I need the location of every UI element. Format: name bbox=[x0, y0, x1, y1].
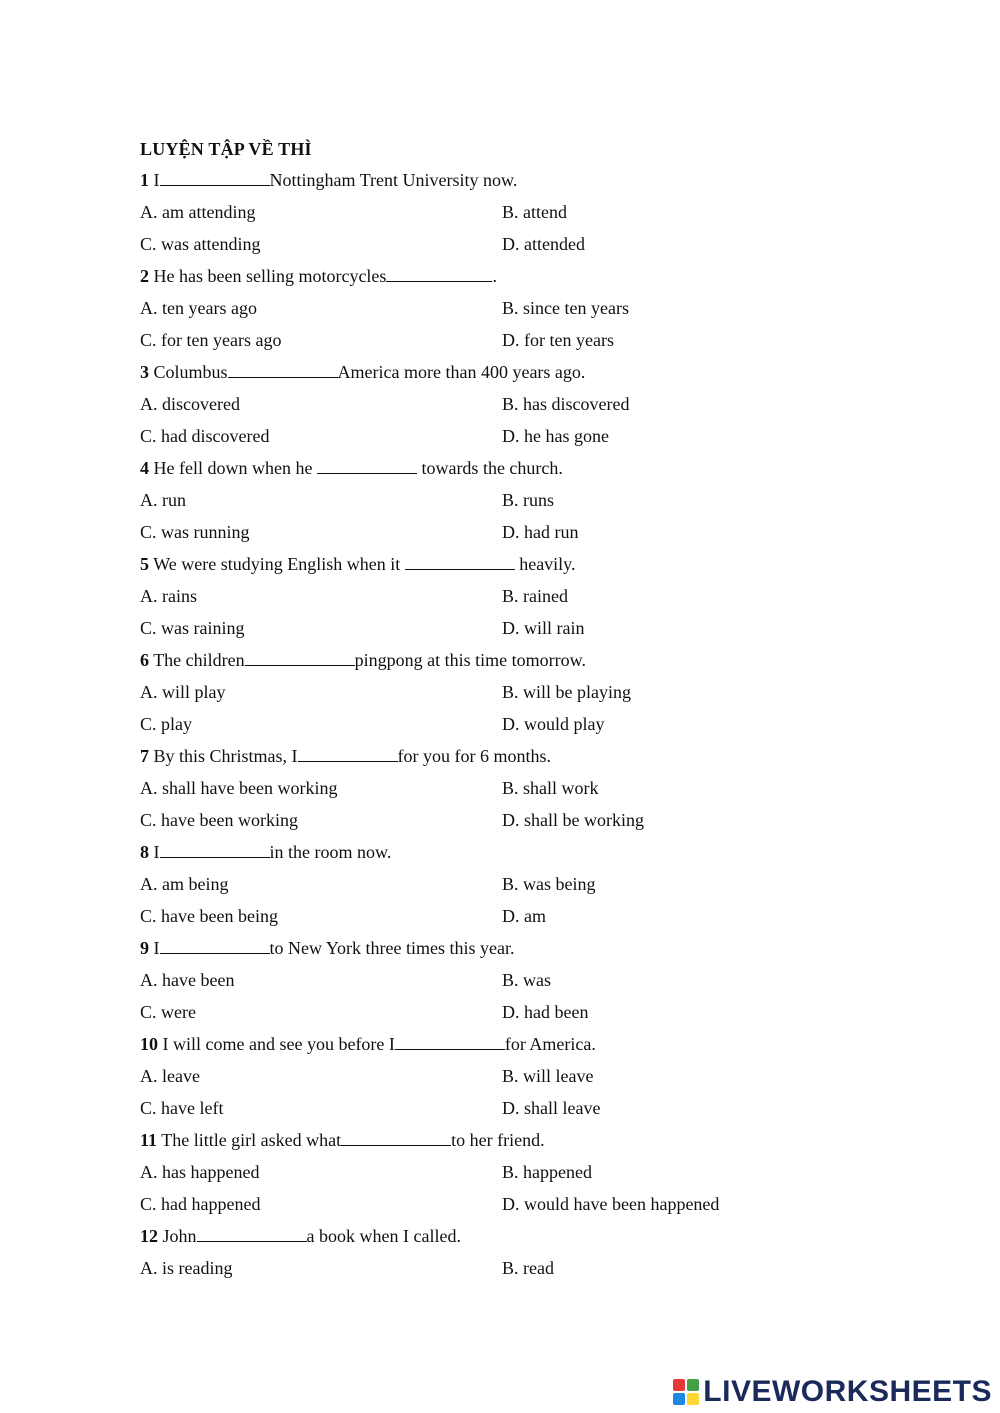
option-b[interactable]: B. was bbox=[502, 970, 551, 990]
answer-blank[interactable] bbox=[298, 741, 398, 762]
option-d[interactable]: D. he has gone bbox=[502, 426, 609, 446]
option-b[interactable]: B. shall work bbox=[502, 778, 599, 798]
worksheet bbox=[140, 134, 900, 1284]
logo-text: LIVEWORKSHEETS bbox=[703, 1375, 992, 1408]
answer-blank[interactable] bbox=[341, 1125, 451, 1146]
answer-blank[interactable] bbox=[317, 453, 417, 474]
option-c[interactable]: C. play bbox=[140, 714, 192, 734]
option-a[interactable]: A. run bbox=[140, 490, 186, 510]
answer-options bbox=[140, 388, 900, 452]
question-4 bbox=[140, 452, 900, 548]
option-b[interactable]: B. happened bbox=[502, 1162, 592, 1182]
answer-options bbox=[140, 772, 900, 836]
answer-options bbox=[140, 292, 900, 356]
question-12 bbox=[140, 1220, 900, 1284]
question-number: 5 bbox=[140, 554, 149, 574]
worksheet-title: LUYỆN TẬP VỀ THÌ bbox=[140, 139, 312, 159]
question-text-before: We were studying English when it bbox=[153, 554, 405, 574]
question-text-after: . bbox=[492, 266, 497, 286]
answer-options bbox=[140, 676, 900, 740]
option-a[interactable]: A. am attending bbox=[140, 202, 256, 222]
option-d[interactable]: D. shall leave bbox=[502, 1098, 601, 1118]
question-stem bbox=[140, 548, 900, 580]
question-text-before: Columbus bbox=[153, 362, 228, 382]
answer-options bbox=[140, 1060, 900, 1124]
question-text-after: Nottingham Trent University now. bbox=[269, 170, 518, 190]
question-text-after: towards the church. bbox=[416, 458, 563, 478]
question-9 bbox=[140, 932, 900, 1028]
question-text-before: The little girl asked what bbox=[161, 1130, 342, 1150]
question-stem bbox=[140, 836, 900, 868]
question-number: 8 bbox=[140, 842, 149, 862]
question-text-after: for America. bbox=[504, 1034, 596, 1054]
option-d[interactable]: D. would have been happened bbox=[502, 1194, 720, 1214]
question-5 bbox=[140, 548, 900, 644]
option-d[interactable]: D. am bbox=[502, 906, 546, 926]
question-text-before: The children bbox=[153, 650, 245, 670]
option-a[interactable]: A. will play bbox=[140, 682, 226, 702]
answer-blank[interactable] bbox=[386, 261, 492, 282]
answer-options bbox=[140, 1156, 900, 1220]
option-c[interactable]: C. had discovered bbox=[140, 426, 270, 446]
option-b[interactable]: B. has discovered bbox=[502, 394, 630, 414]
question-7 bbox=[140, 740, 900, 836]
question-6 bbox=[140, 644, 900, 740]
question-stem bbox=[140, 452, 900, 484]
question-list bbox=[140, 164, 900, 1284]
question-text-before: John bbox=[162, 1226, 197, 1246]
option-a[interactable]: A. have been bbox=[140, 970, 235, 990]
answer-blank[interactable] bbox=[405, 549, 515, 570]
answer-blank[interactable] bbox=[160, 933, 270, 954]
option-d[interactable]: D. attended bbox=[502, 234, 585, 254]
question-text-before: I bbox=[153, 938, 160, 958]
option-b[interactable]: B. was being bbox=[502, 874, 596, 894]
question-number: 9 bbox=[140, 938, 149, 958]
answer-blank[interactable] bbox=[160, 165, 270, 186]
option-c[interactable]: C. have been being bbox=[140, 906, 278, 926]
option-a[interactable]: A. ten years ago bbox=[140, 298, 257, 318]
option-b[interactable]: B. since ten years bbox=[502, 298, 629, 318]
option-a[interactable]: A. has happened bbox=[140, 1162, 260, 1182]
question-2 bbox=[140, 260, 900, 356]
question-number: 1 bbox=[140, 170, 149, 190]
option-d[interactable]: D. would play bbox=[502, 714, 605, 734]
answer-options bbox=[140, 484, 900, 548]
option-b[interactable]: B. attend bbox=[502, 202, 567, 222]
liveworksheets-logo bbox=[673, 1375, 992, 1409]
question-number: 6 bbox=[140, 650, 149, 670]
question-1 bbox=[140, 164, 900, 260]
question-text-before: He fell down when he bbox=[153, 458, 317, 478]
option-b[interactable]: B. runs bbox=[502, 490, 555, 510]
answer-blank[interactable] bbox=[395, 1029, 505, 1050]
question-number: 7 bbox=[140, 746, 149, 766]
question-text-before: I bbox=[153, 170, 160, 190]
option-d[interactable]: D. will rain bbox=[502, 618, 585, 638]
answer-options bbox=[140, 964, 900, 1028]
option-a[interactable]: A. shall have been working bbox=[140, 778, 338, 798]
question-text-after: America more than 400 years ago. bbox=[337, 362, 586, 382]
option-a[interactable]: A. rains bbox=[140, 586, 197, 606]
question-stem bbox=[140, 1028, 900, 1060]
question-number: 10 bbox=[140, 1034, 158, 1054]
question-stem bbox=[140, 1220, 900, 1252]
question-number: 2 bbox=[140, 266, 149, 286]
question-text-before: By this Christmas, I bbox=[153, 746, 298, 766]
question-10 bbox=[140, 1028, 900, 1124]
question-number: 4 bbox=[140, 458, 149, 478]
answer-blank[interactable] bbox=[245, 645, 355, 666]
question-number: 11 bbox=[140, 1130, 158, 1150]
answer-options bbox=[140, 580, 900, 644]
question-text-after: for you for 6 months. bbox=[397, 746, 551, 766]
question-text-after: a book when I called. bbox=[306, 1226, 461, 1246]
option-a[interactable]: A. leave bbox=[140, 1066, 200, 1086]
option-d[interactable]: D. had been bbox=[502, 1002, 589, 1022]
question-stem bbox=[140, 932, 900, 964]
question-text-after: heavily. bbox=[514, 554, 576, 574]
question-3 bbox=[140, 356, 900, 452]
option-d[interactable]: D. shall be working bbox=[502, 810, 644, 830]
option-d[interactable]: D. had run bbox=[502, 522, 579, 542]
question-text-before: I bbox=[153, 842, 160, 862]
answer-blank[interactable] bbox=[197, 1221, 307, 1242]
question-stem bbox=[140, 260, 900, 292]
option-c[interactable]: C. was running bbox=[140, 522, 250, 542]
question-text-after: to her friend. bbox=[451, 1130, 545, 1150]
option-b[interactable]: B. will leave bbox=[502, 1066, 594, 1086]
option-c[interactable]: C. was attending bbox=[140, 234, 261, 254]
question-text-before: He has been selling motorcycles bbox=[153, 266, 387, 286]
option-b[interactable]: B. read bbox=[502, 1258, 554, 1278]
option-c[interactable]: C. for ten years ago bbox=[140, 330, 282, 350]
answer-blank[interactable] bbox=[160, 837, 270, 858]
question-stem bbox=[140, 1124, 900, 1156]
answer-options bbox=[140, 1252, 900, 1284]
question-stem bbox=[140, 740, 900, 772]
question-stem bbox=[140, 164, 900, 196]
question-text-before: I will come and see you before I bbox=[162, 1034, 395, 1054]
option-c[interactable]: C. was raining bbox=[140, 618, 245, 638]
logo-mark-icon bbox=[673, 1379, 699, 1405]
answer-options bbox=[140, 196, 900, 260]
question-number: 12 bbox=[140, 1226, 158, 1246]
option-a[interactable]: A. is reading bbox=[140, 1258, 233, 1278]
option-c[interactable]: C. had happened bbox=[140, 1194, 261, 1214]
answer-options bbox=[140, 868, 900, 932]
option-a[interactable]: A. am being bbox=[140, 874, 229, 894]
question-11 bbox=[140, 1124, 900, 1220]
option-d[interactable]: D. for ten years bbox=[502, 330, 614, 350]
question-8 bbox=[140, 836, 900, 932]
option-a[interactable]: A. discovered bbox=[140, 394, 240, 414]
option-c[interactable]: C. have been working bbox=[140, 810, 298, 830]
option-b[interactable]: B. will be playing bbox=[502, 682, 631, 702]
question-text-after: in the room now. bbox=[269, 842, 392, 862]
question-number: 3 bbox=[140, 362, 149, 382]
option-c[interactable]: C. have left bbox=[140, 1098, 224, 1118]
option-b[interactable]: B. rained bbox=[502, 586, 568, 606]
question-text-after: to New York three times this year. bbox=[269, 938, 515, 958]
question-stem bbox=[140, 644, 900, 676]
question-stem bbox=[140, 356, 900, 388]
question-text-after: pingpong at this time tomorrow. bbox=[354, 650, 586, 670]
answer-blank[interactable] bbox=[228, 357, 338, 378]
option-c[interactable]: C. were bbox=[140, 1002, 196, 1022]
